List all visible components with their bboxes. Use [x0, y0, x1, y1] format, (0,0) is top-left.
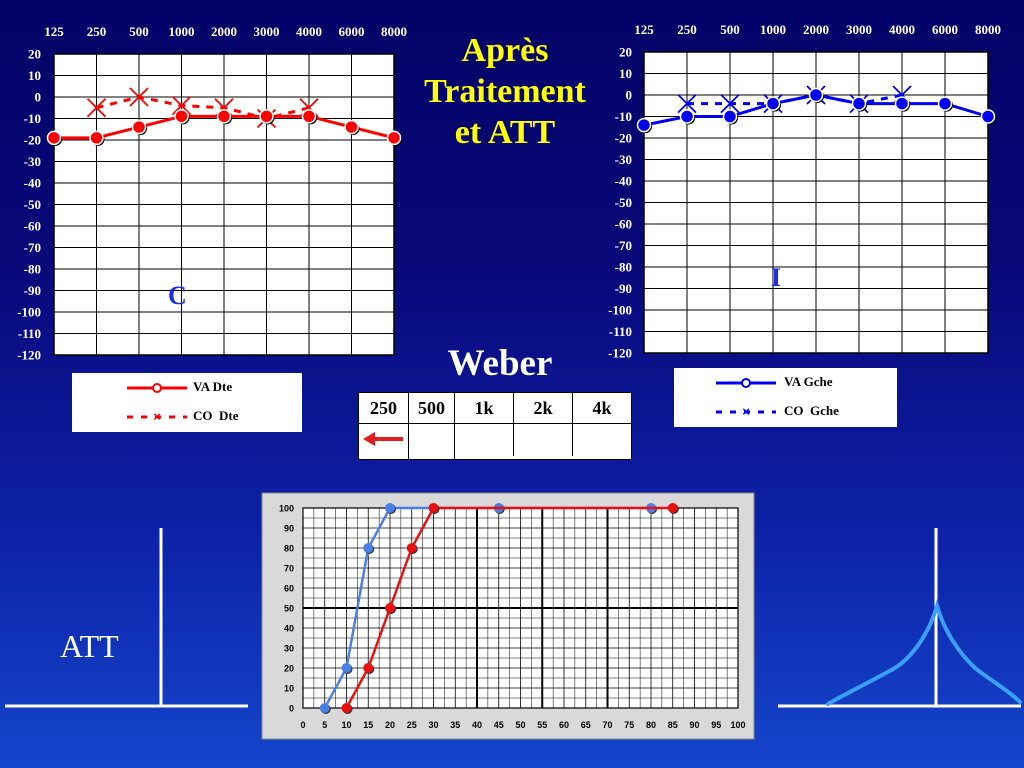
att-right-plot	[778, 528, 1021, 706]
db-tick-label: -40	[614, 173, 632, 189]
legend-label-co-dte: CO Dte	[193, 408, 239, 423]
db-tick-label: -60	[23, 218, 41, 234]
x-tick-label: 80	[645, 720, 657, 730]
frequency-tick-label: 500	[720, 22, 740, 37]
db-tick-label: -40	[23, 175, 41, 191]
db-tick-label: -10	[614, 109, 632, 124]
red-series-point	[407, 543, 417, 553]
x-tick-label: 45	[493, 720, 504, 730]
frequency-tick-label: 2000	[211, 24, 237, 39]
db-tick-label: -70	[23, 240, 41, 255]
legend-label-va-gche: VA Gche	[784, 374, 833, 389]
frequency-tick-label: 8000	[975, 22, 1001, 37]
va-circle-marker	[175, 110, 188, 123]
x-tick-label: 20	[384, 720, 396, 730]
title-line-3: et ATT	[454, 114, 556, 151]
weber-cell-250	[359, 424, 409, 460]
frequency-tick-label: 125	[634, 22, 654, 37]
left-ear-audiogram	[608, 22, 1001, 361]
va-circle-marker	[681, 110, 694, 123]
db-tick-label: 10	[619, 66, 632, 81]
va-circle-marker	[853, 97, 866, 110]
title-line-1: Après	[461, 32, 549, 69]
x-tick-label: 100	[730, 720, 746, 730]
red-series-point	[429, 503, 439, 513]
db-tick-label: -60	[614, 216, 632, 232]
db-tick-label: 20	[28, 46, 41, 62]
va-circle-marker	[218, 110, 231, 123]
weber-col-500: 500	[409, 393, 455, 424]
weber-col-1k: 1k	[455, 393, 514, 424]
speech-audiometry-chart	[262, 493, 754, 739]
x-tick-label: 65	[580, 720, 591, 730]
db-tick-label: -20	[23, 132, 41, 148]
db-tick-label: -50	[614, 195, 632, 210]
weber-arrow-row	[359, 424, 632, 460]
va-circle-marker	[48, 131, 61, 144]
x-tick-label: 50	[515, 720, 526, 730]
frequency-tick-label: 500	[129, 24, 149, 39]
x-tick-label: 40	[471, 720, 483, 730]
frequency-tick-label: 125	[44, 24, 64, 39]
va-circle-marker	[303, 110, 316, 123]
va-circle-marker	[982, 110, 995, 123]
db-tick-label: -100	[608, 302, 632, 318]
db-tick-label: 0	[34, 89, 41, 105]
db-tick-label: -80	[614, 259, 632, 275]
y-tick-label: 30	[283, 643, 294, 654]
frequency-tick-label: 250	[677, 22, 697, 37]
x-tick-label: 60	[558, 720, 570, 730]
title-line-2: Traitement	[424, 73, 586, 110]
frequency-tick-label: 4000	[296, 24, 322, 39]
db-tick-label: -30	[614, 152, 632, 167]
red-series-point	[342, 703, 352, 713]
y-tick-label: 10	[283, 683, 294, 694]
va-circle-marker	[388, 131, 401, 144]
db-tick-label: -120	[17, 347, 41, 363]
db-tick-label: -70	[614, 238, 632, 253]
legend-x-marker: ×	[742, 404, 750, 419]
va-circle-marker	[90, 131, 103, 144]
side-label: I	[771, 263, 782, 292]
att-label: ATT	[60, 628, 119, 664]
x-tick-label: 10	[341, 720, 352, 730]
x-tick-label: 90	[689, 720, 700, 730]
legend-circle-marker	[153, 384, 161, 392]
db-tick-label: -30	[23, 154, 41, 169]
right-ear-legend	[72, 373, 302, 432]
legend-label-va-dte: VA Dte	[193, 379, 233, 394]
legend-x-marker: ×	[153, 409, 161, 424]
db-tick-label: 0	[625, 87, 632, 103]
blue-series-point	[342, 663, 352, 673]
frequency-tick-label: 8000	[381, 24, 407, 39]
red-series-point	[385, 603, 395, 613]
weber-table	[358, 392, 632, 460]
weber-cell-500	[409, 424, 455, 460]
slide-title	[405, 30, 605, 153]
weber-col-4k: 4k	[573, 393, 632, 424]
va-circle-marker	[260, 110, 273, 123]
db-tick-label: -50	[23, 197, 41, 212]
blue-series-point	[320, 703, 330, 713]
y-tick-label: 70	[283, 563, 294, 574]
x-tick-label: 15	[363, 720, 374, 730]
frequency-tick-label: 6000	[338, 24, 365, 39]
frequency-tick-label: 3000	[253, 24, 280, 39]
weber-col-250: 250	[359, 393, 409, 424]
db-tick-label: -120	[608, 345, 632, 361]
db-tick-label: -10	[23, 111, 41, 126]
blue-series-point	[385, 503, 395, 513]
db-tick-label: -80	[23, 261, 41, 277]
frequency-tick-label: 1000	[168, 24, 195, 39]
weber-col-2k: 2k	[514, 393, 573, 424]
red-series-point	[668, 503, 678, 513]
x-tick-label: 5	[322, 720, 328, 730]
va-circle-marker	[345, 121, 358, 134]
db-tick-label: -90	[23, 283, 41, 298]
va-circle-marker	[939, 97, 952, 110]
db-tick-label: -20	[614, 130, 632, 146]
weber-label: Weber	[447, 343, 553, 384]
va-circle-marker	[896, 97, 909, 110]
left-ear-legend	[674, 368, 897, 427]
va-circle-marker	[724, 110, 737, 123]
db-tick-label: 20	[619, 44, 632, 60]
y-tick-label: 0	[288, 703, 294, 714]
x-tick-label: 75	[624, 720, 635, 730]
weber-header-row	[359, 393, 632, 424]
left-arrow-icon	[359, 424, 408, 454]
db-tick-label: -110	[17, 326, 41, 341]
att-tympanogram-curve	[828, 606, 1020, 704]
frequency-tick-label: 6000	[932, 22, 958, 37]
x-tick-label: 35	[450, 720, 461, 730]
weber-cell-1k-4k	[455, 424, 632, 460]
legend-circle-marker	[742, 379, 750, 387]
y-tick-label: 90	[283, 523, 294, 534]
frequency-tick-label: 250	[86, 24, 107, 39]
legend-label-co-gche: CO Gche	[784, 403, 839, 418]
y-tick-label: 60	[283, 583, 294, 594]
y-tick-label: 50	[283, 603, 294, 614]
va-circle-marker	[767, 97, 780, 110]
y-tick-label: 100	[278, 503, 294, 514]
db-tick-label: 10	[28, 68, 41, 83]
legend-symbols	[72, 373, 302, 432]
frequency-tick-label: 3000	[846, 22, 872, 37]
db-tick-label: -90	[614, 281, 632, 296]
x-tick-label: 0	[300, 720, 306, 730]
double-arrow-icon	[455, 424, 635, 454]
x-tick-label: 30	[428, 720, 439, 730]
y-tick-label: 40	[283, 623, 294, 634]
x-tick-label: 95	[711, 720, 722, 730]
x-tick-label: 25	[406, 720, 417, 730]
x-tick-label: 55	[537, 720, 548, 730]
frequency-tick-label: 4000	[889, 22, 915, 37]
va-circle-marker	[133, 121, 146, 134]
red-series-point	[363, 663, 373, 673]
va-circle-marker	[810, 89, 823, 102]
x-tick-label: 85	[667, 720, 678, 730]
va-circle-marker	[638, 119, 651, 132]
blue-series-point	[363, 543, 373, 553]
frequency-tick-label: 1000	[760, 22, 786, 37]
att-left-plot	[5, 528, 248, 706]
frequency-tick-label: 2000	[803, 22, 829, 37]
y-tick-label: 20	[283, 663, 294, 674]
db-tick-label: -100	[17, 304, 41, 320]
db-tick-label: -110	[608, 324, 632, 339]
side-label: C	[168, 281, 187, 310]
right-ear-audiogram	[17, 24, 407, 363]
x-tick-label: 70	[602, 720, 613, 730]
y-tick-label: 80	[283, 543, 294, 554]
